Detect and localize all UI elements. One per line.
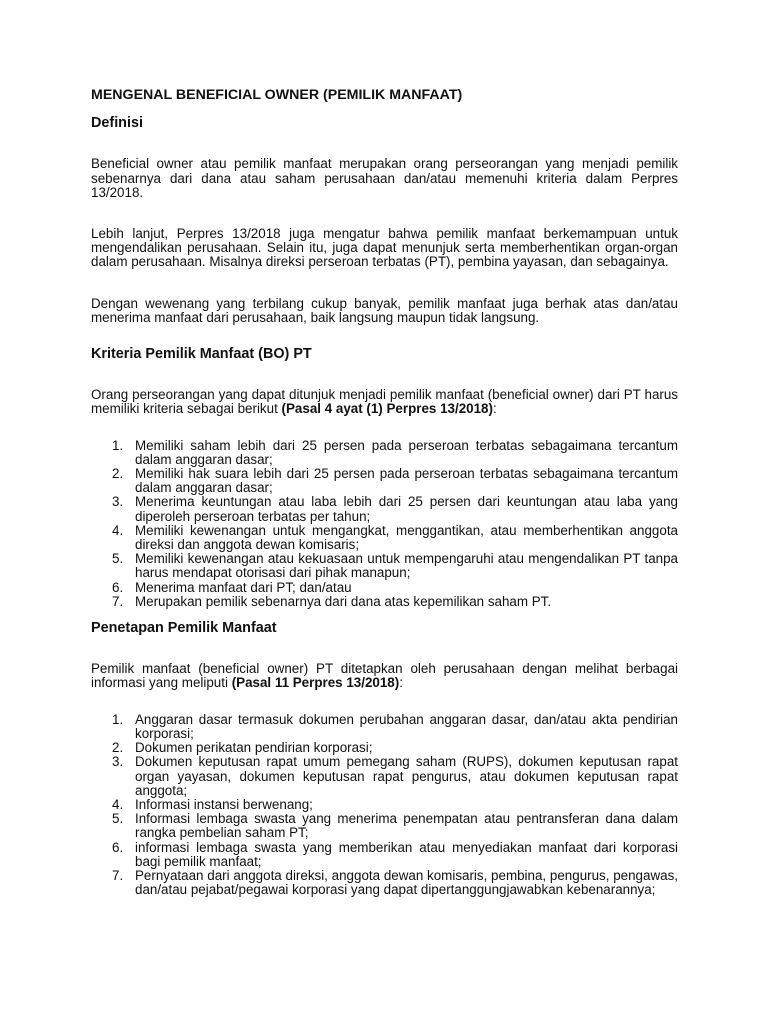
list-item [91, 524, 678, 552]
list-item-text: Dokumen keputusan rapat umum pemegang saham (RUPS), dokumen keputusan rapat organ yayasan, dokumen keputusan rapat pengurus, atau dokumen keputusan rapat anggota; [135, 754, 678, 798]
penetapan-intro-text: Pemilik manfaat (beneficial owner) PT ditetapkan oleh perusahaan dengan melihat berbagai informasi yang meliputi [91, 661, 678, 691]
list-item-number: 3. [112, 754, 124, 770]
list-item-number: 4. [112, 522, 124, 538]
list-item-number: 7. [112, 867, 124, 883]
list-item-number: 2. [112, 740, 124, 756]
list-item-number: 3. [112, 494, 124, 510]
list-item-number: 1. [112, 711, 124, 727]
list-item-text: Memiliki kewenangan atau kekuasaan untuk mempengaruhi atau mengendalikan PT tanpa harus mendapat otorisasi dari pihak manapun; [135, 551, 678, 581]
list-item [91, 595, 678, 609]
kriteria-list [91, 439, 678, 609]
list-item [91, 439, 678, 467]
document-title: MENGENAL BENEFICIAL OWNER (PEMILIK MANFAAT) [91, 87, 463, 103]
kriteria-intro-end: : [492, 401, 497, 417]
kriteria-intro-text: Orang perseorangan yang dapat ditunjuk menjadi pemilik manfaat (beneficial owner) dari PT harus memiliki kriteria sebagai berikut [91, 387, 678, 417]
paragraph-definisi-2: Lebih lanjut, Perpres 13/2018 juga mengatur bahwa pemilik manfaat berkemampuan untuk mengendalikan perusahaan. Selain itu, juga dapat menunjuk serta memberhentikan organ-organ dalam perusahaan. Misalnya direksi perseroan terbatas (PT), pembina yayasan, dan sebagainya. [91, 226, 678, 270]
list-item [91, 869, 678, 897]
list-item-number: 5. [112, 551, 124, 567]
list-item [91, 798, 678, 812]
list-item [91, 713, 678, 741]
list-item-text: Informasi lembaga swasta yang menerima penempatan atau pentransferan dana dalam rangka pembelian saham PT; [135, 811, 678, 841]
list-item [91, 841, 678, 869]
penetapan-legal-reference: (Pasal 11 Perpres 13/2018) [231, 675, 400, 691]
list-item-text: Pernyataan dari anggota direksi, anggota dewan komisaris, pembina, pengurus, pengawas, dan/atau pejabat/pegawai korporasi yang dapat dipertanggungjawabkan kebenarannya; [135, 867, 678, 898]
list-item-number: 6. [112, 839, 124, 855]
list-item [91, 581, 678, 595]
list-item-text: Dokumen perikatan pendirian korporasi; [135, 740, 373, 756]
list-item-text: Memiliki saham lebih dari 25 persen pada perseroan terbatas sebagaimana tercantum dalam anggaran dasar; [135, 437, 678, 467]
list-item [91, 495, 678, 523]
document-body [91, 88, 678, 897]
list-item-text: Memiliki hak suara lebih dari 25 persen pada perseroan terbatas sebagaimana tercantum dalam anggaran dasar; [135, 466, 678, 496]
list-item-number: 6. [112, 579, 124, 595]
list-item-text: informasi lembaga swasta yang memberikan atau menyediakan manfaat dari korporasi bagi pemilik manfaat; [135, 839, 678, 869]
list-item-number: 4. [112, 796, 124, 812]
paragraph-definisi-1: Beneficial owner atau pemilik manfaat merupakan orang perseorangan yang menjadi pemilik sebenarnya dari dana atau saham perusahaan dan/atau memenuhi kriteria dalam Perpres 13/2018. [91, 156, 678, 200]
list-item-text: Anggaran dasar termasuk dokumen perubahan anggaran dasar, dan/atau akta pendirian korporasi; [135, 711, 678, 741]
list-item [91, 552, 678, 580]
list-item-text: Memiliki kewenangan untuk mengangkat, menggantikan, atau memberhentikan anggota direksi dan anggota dewan komisaris; [135, 522, 678, 553]
list-item [91, 467, 678, 495]
paragraph-kriteria-intro [91, 388, 678, 416]
list-item-text: Merupakan pemilik sebenarnya dari dana atas kepemilikan saham PT. [135, 593, 552, 609]
list-item [91, 755, 678, 798]
heading-definisi: Definisi [91, 115, 143, 132]
list-item-text: Menerima keuntungan atau laba lebih dari 25 persen dari keuntungan atau laba yang diperoleh perseroan terbatas per tahun; [135, 494, 678, 524]
heading-kriteria: Kriteria Pemilik Manfaat (BO) PT [91, 346, 312, 363]
list-item-number: 5. [112, 811, 124, 827]
paragraph-definisi-3: Dengan wewenang yang terbilang cukup banyak, pemilik manfaat juga berhak atas dan/atau menerima manfaat dari perusahaan, baik langsung maupun tidak langsung. [91, 295, 678, 325]
heading-penetapan: Penetapan Pemilik Manfaat [91, 620, 277, 637]
penetapan-list [91, 713, 678, 898]
list-item-number: 7. [112, 593, 124, 609]
list-item-text: Menerima manfaat dari PT; dan/atau [135, 579, 352, 595]
penetapan-intro-end: : [399, 675, 403, 691]
list-item-text: Informasi instansi berwenang; [135, 796, 313, 812]
list-item [91, 741, 678, 755]
paragraph-penetapan-intro [91, 662, 678, 690]
list-item-number: 1. [112, 437, 124, 453]
list-item-number: 2. [112, 466, 124, 482]
list-item [91, 812, 678, 840]
kriteria-legal-reference: (Pasal 4 ayat (1) Perpres 13/2018) [281, 401, 493, 417]
